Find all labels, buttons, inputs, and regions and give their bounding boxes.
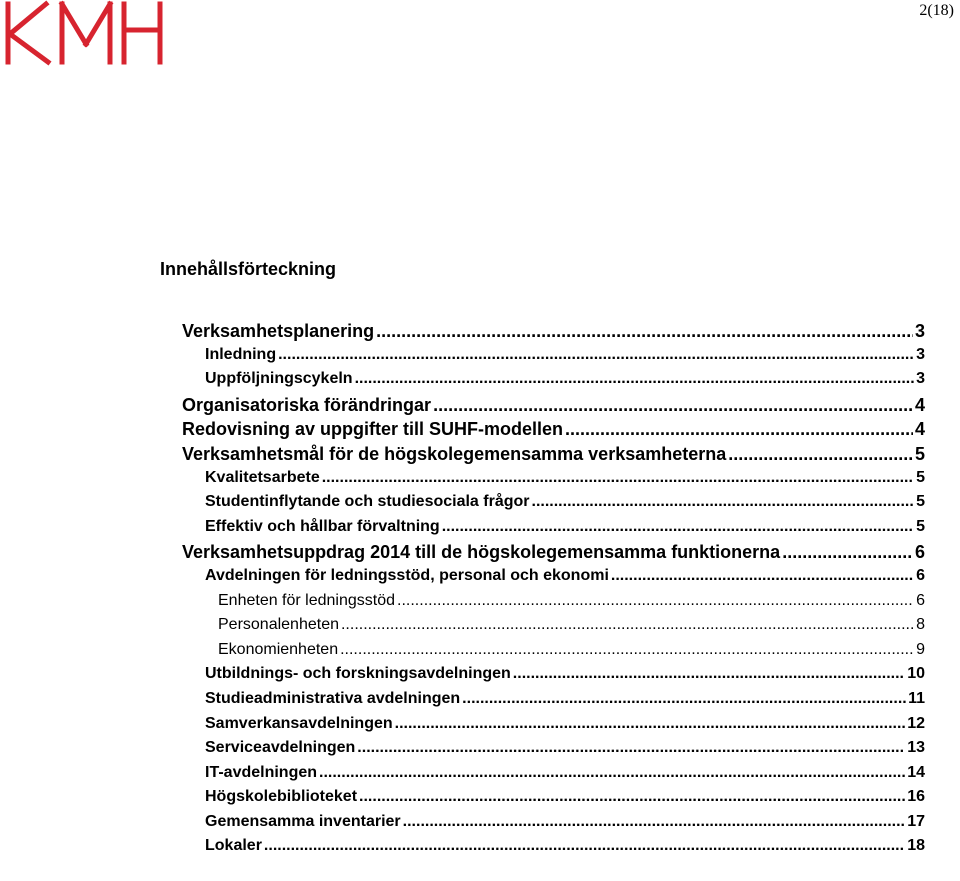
toc-dot-leader (357, 739, 905, 757)
toc-entry-label: Verksamhetsuppdrag 2014 till de högskolegemensamma funktionerna (182, 542, 781, 563)
toc-dot-leader (397, 592, 914, 610)
toc-entry-page-number: 13 (907, 739, 925, 757)
kmh-logo (0, 0, 170, 70)
toc-entry-label: Uppföljningscykeln (205, 370, 353, 388)
toc-entry-page-number: 5 (916, 493, 925, 511)
toc-entry-label: Verksamhetsmål för de högskolegemensamma verksamheterna (182, 443, 727, 464)
toc-entry[interactable] (0, 518, 925, 543)
toc-dot-leader (359, 788, 905, 806)
toc-entry-label: Serviceavdelningen (205, 739, 356, 757)
toc-entry-page-number: 10 (907, 665, 925, 683)
toc-entry-label: Inledning (205, 345, 277, 363)
toc-entry-page-number: 14 (907, 763, 925, 781)
toc-entry-label: Personalenheten (218, 616, 339, 634)
toc-dot-leader (403, 813, 906, 831)
toc-entry[interactable] (0, 493, 925, 518)
toc-entry[interactable] (0, 370, 925, 395)
toc-dot-leader (264, 837, 905, 855)
toc-entry-page-number: 8 (916, 616, 925, 634)
toc-dot-leader (442, 518, 914, 536)
page-number: 2(18) (919, 2, 954, 19)
toc-entry-label: Avdelningen för ledningsstöd, personal och ekonomi (205, 566, 609, 584)
toc-entry[interactable] (0, 444, 925, 469)
toc-list (0, 321, 960, 862)
toc-dot-leader (782, 542, 913, 563)
toc-entry-label: Enheten för ledningsstöd (218, 591, 396, 609)
toc-entry[interactable] (0, 690, 925, 715)
toc-entry-label: IT-avdelningen (205, 763, 318, 781)
toc-dot-leader (278, 346, 914, 364)
toc-entry-label: Högskolebiblioteket (205, 788, 358, 806)
toc-entry[interactable] (0, 837, 925, 862)
toc-entry-label: Verksamhetsplanering (182, 321, 375, 341)
toc-entry-page-number: 3 (916, 345, 925, 363)
toc-dot-leader (322, 469, 914, 487)
toc-dot-leader (376, 321, 913, 342)
toc-entry-page-number: 16 (907, 788, 925, 806)
toc-dot-leader (395, 715, 906, 733)
toc-entry-page-number: 17 (907, 812, 925, 830)
toc-entry[interactable] (0, 715, 925, 740)
toc-entry[interactable] (0, 813, 925, 838)
toc-entry-page-number: 4 (914, 419, 925, 440)
toc-entry[interactable] (0, 616, 925, 641)
toc-entry[interactable] (0, 346, 925, 371)
toc-dot-leader (340, 641, 914, 659)
toc-entry-label: Studieadministrativa avdelningen (205, 689, 461, 707)
toc-dot-leader (433, 395, 913, 416)
toc-entry-label: Effektiv och hållbar förvaltning (205, 517, 440, 535)
toc-entry-page-number: 11 (908, 689, 925, 707)
toc-entry-label: Kvalitetsarbete (205, 468, 320, 486)
toc-entry-page-number: 5 (916, 517, 925, 535)
toc-entry-label: Utbildnings- och forskningsavdelningen (205, 665, 511, 683)
toc-heading: Innehållsförteckning (160, 259, 337, 279)
toc-entry[interactable] (0, 542, 925, 567)
toc-dot-leader (565, 419, 913, 440)
toc-entry[interactable] (0, 641, 925, 666)
toc-entry-page-number: 4 (914, 394, 925, 415)
toc-dot-leader (532, 493, 915, 511)
toc-entry-page-number: 5 (914, 443, 925, 464)
toc-entry-label: Ekonomienheten (218, 640, 339, 658)
toc-dot-leader (611, 567, 914, 585)
toc-entry-page-number: 5 (916, 468, 925, 486)
toc-entry[interactable] (0, 788, 925, 813)
toc-entry[interactable] (0, 567, 925, 592)
toc-entry-page-number: 12 (907, 714, 925, 732)
toc-entry[interactable] (0, 592, 925, 617)
toc-dot-leader (513, 665, 905, 683)
toc-entry[interactable] (0, 739, 925, 764)
toc-entry-label: Studentinflytande och studiesociala frågor (205, 493, 530, 511)
toc-dot-leader (728, 444, 913, 465)
toc-entry[interactable] (0, 764, 925, 789)
toc-entry-label: Lokaler (205, 837, 262, 855)
toc-entry[interactable] (0, 321, 925, 346)
toc-dot-leader (341, 616, 914, 634)
toc-entry[interactable] (0, 665, 925, 690)
toc-entry-page-number: 18 (907, 837, 925, 855)
toc-entry-page-number: 9 (916, 640, 925, 658)
toc-entry-label: Organisatoriska förändringar (182, 394, 432, 415)
toc-dot-leader (462, 690, 906, 708)
toc-entry[interactable] (0, 419, 925, 444)
toc-entry[interactable] (0, 395, 925, 420)
toc-entry-page-number: 6 (916, 566, 925, 584)
toc-dot-leader (319, 764, 905, 782)
toc-entry-page-number: 6 (916, 591, 925, 609)
toc-dot-leader (355, 370, 915, 388)
toc-entry-page-number: 3 (914, 321, 925, 341)
toc-entry-label: Redovisning av uppgifter till SUHF-modellen (182, 419, 564, 440)
toc-entry[interactable] (0, 469, 925, 494)
toc-entry-page-number: 6 (914, 542, 925, 563)
toc-entry-label: Gemensamma inventarier (205, 812, 401, 830)
toc-entry-page-number: 3 (916, 370, 925, 388)
toc-entry-label: Samverkansavdelningen (205, 714, 393, 732)
